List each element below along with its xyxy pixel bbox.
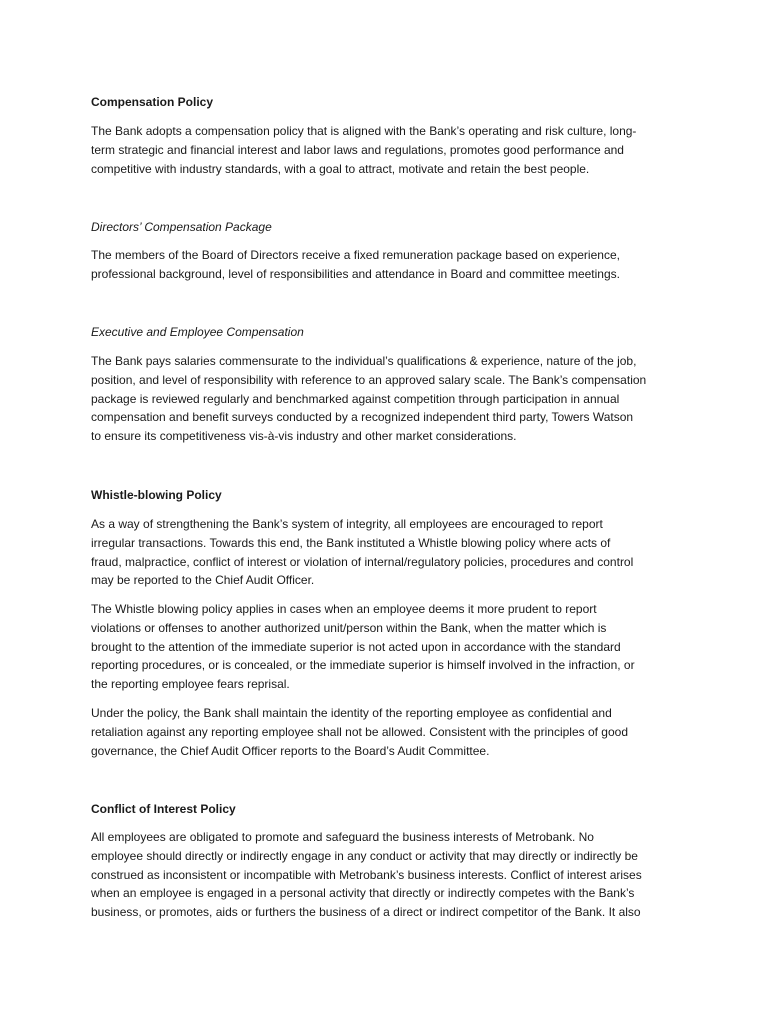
heading-text: Directors’ Compensation Package	[91, 220, 272, 234]
paragraph-line: irregular transactions. Towards this end, the Bank instituted a Whistle blowing policy where acts of	[91, 535, 611, 550]
paragraph-line: The members of the Board of Directors receive a fixed remuneration package based on experience,	[91, 248, 620, 262]
paragraph-line: reporting procedures, or is concealed, or the immediate superior is himself involved in the infraction, or	[91, 658, 635, 673]
executive-compensation-paragraph	[91, 352, 691, 446]
paragraph-line: retaliation against any reporting employee shall not be allowed. Consistent with the principles of good	[91, 724, 628, 739]
executive-compensation-heading	[91, 323, 691, 342]
heading-text: Executive and Employee Compensation	[91, 325, 304, 339]
paragraph-line: Under the policy, the Bank shall maintain the identity of the reporting employee as confidential and	[91, 706, 612, 720]
paragraph-line: may be reported to the Chief Audit Officer.	[91, 573, 315, 588]
conflict-of-interest-paragraph	[91, 828, 691, 922]
paragraph-line: position, and level of responsibility with reference to an approved salary scale. The Bank’s compensation	[91, 372, 647, 387]
directors-compensation-heading	[91, 218, 691, 237]
paragraph-line: employee should directly or indirectly engage in any conduct or activity that may directly or indirectly be	[91, 848, 638, 863]
whistle-blowing-heading	[91, 486, 691, 505]
paragraph-line: As a way of strengthening the Bank’s system of integrity, all employees are encouraged to report	[91, 517, 603, 531]
paragraph-line: construed as inconsistent or incompatible with Metrobank’s business interests. Conflict of interest arises	[91, 867, 642, 882]
paragraph-line: The Bank adopts a compensation policy that is aligned with the Bank’s operating and risk culture, long-	[91, 124, 637, 138]
paragraph-line: fraud, malpractice, conflict of interest or violation of internal/regulatory policies, procedures and control	[91, 554, 634, 569]
whistle-blowing-paragraph-2	[91, 600, 691, 694]
paragraph-line: package is reviewed regularly and benchmarked against competition through participation in annual	[91, 391, 620, 406]
directors-compensation-paragraph	[91, 246, 691, 284]
paragraph-line: business, or promotes, aids or furthers the business of a direct or indirect competitor of the Bank. It also	[91, 905, 641, 920]
heading-text: Whistle-blowing Policy	[91, 488, 222, 502]
paragraph-line: the reporting employee fears reprisal.	[91, 677, 290, 692]
paragraph-line: when an employee is engaged in a personal activity that directly or indirectly competes with the Bank’s	[91, 886, 635, 901]
paragraph-line: professional background, level of responsibilities and attendance in Board and committee meetings.	[91, 266, 620, 281]
compensation-policy-paragraph	[91, 122, 691, 178]
paragraph-line: compensation and benefit surveys conducted by a recognized independent third party, Towers Watson	[91, 410, 634, 425]
whistle-blowing-paragraph-3	[91, 704, 691, 760]
paragraph-line: governance, the Chief Audit Officer reports to the Board’s Audit Committee.	[91, 743, 490, 758]
paragraph-line: competitive with industry standards, with a goal to attract, motivate and retain the best people.	[91, 161, 590, 176]
paragraph-line: All employees are obligated to promote and safeguard the business interests of Metrobank. No	[91, 830, 594, 844]
conflict-of-interest-heading	[91, 800, 691, 819]
compensation-policy-heading	[91, 93, 691, 112]
heading-text: Compensation Policy	[91, 95, 214, 109]
paragraph-line: The Whistle blowing policy applies in cases when an employee deems it more prudent to report	[91, 602, 597, 616]
paragraph-line: violations or offenses to another authorized unit/person within the Bank, when the matter which is	[91, 620, 607, 635]
paragraph-line: to ensure its competitiveness vis-à-vis industry and other market considerations.	[91, 429, 517, 444]
paragraph-line: The Bank pays salaries commensurate to the individual’s qualifications & experience, nature of the job,	[91, 354, 637, 368]
paragraph-line: term strategic and financial interest and labor laws and regulations, promotes good performance and	[91, 142, 624, 157]
heading-text: Conflict of Interest Policy	[91, 802, 236, 816]
paragraph-line: brought to the attention of the immediate superior is not acted upon in accordance with the standard	[91, 639, 621, 654]
whistle-blowing-paragraph-1	[91, 515, 691, 590]
